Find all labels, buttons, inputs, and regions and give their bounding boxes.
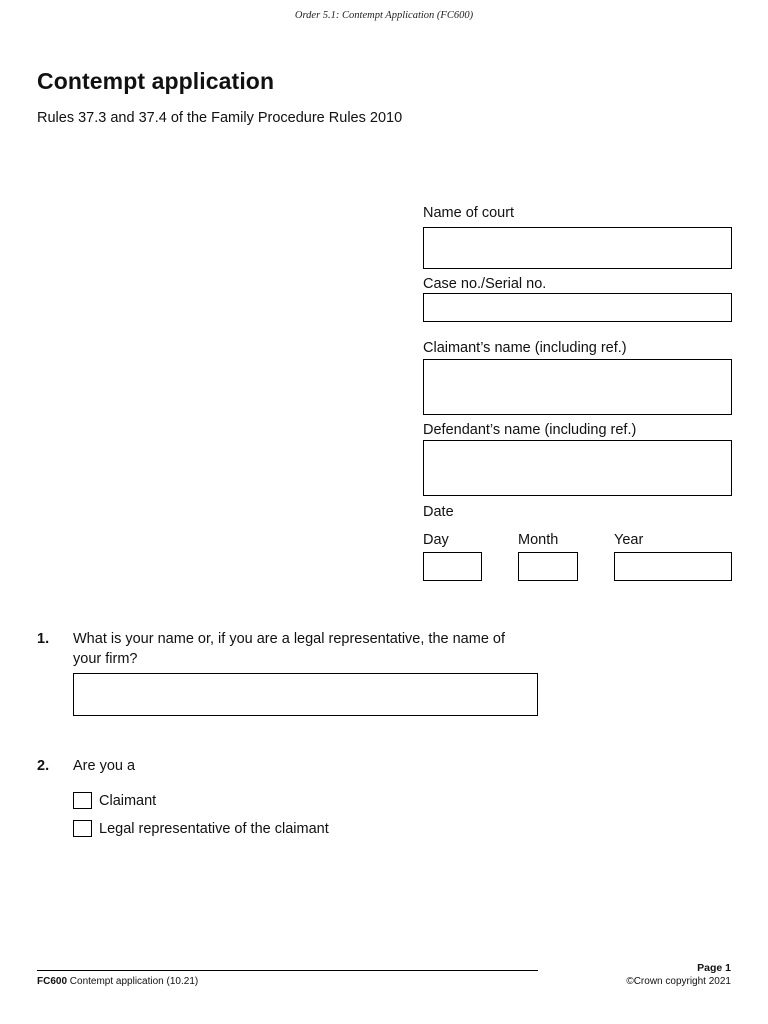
year-label: Year [614,532,644,548]
case-no-field[interactable] [423,293,732,322]
running-header: Order 5.1: Contempt Application (FC600) [294,10,474,21]
page-subtitle: Rules 37.3 and 37.4 of the Family Procedure Rules 2010 [37,110,403,126]
question-1-text [73,629,505,669]
claimant-option-label: Claimant [99,793,157,809]
footer-divider [37,970,538,971]
legal-representative-checkbox[interactable] [73,820,92,837]
defendant-name-label: Defendant’s name (including ref.) [423,422,637,438]
month-label: Month [518,532,559,548]
question-1-number: 1. [37,631,50,647]
claimant-name-field[interactable] [423,359,732,415]
page-title: Contempt application [37,68,275,94]
question-2-number: 2. [37,758,50,774]
defendant-name-field[interactable] [423,440,732,496]
question-1-line-2: your firm? [73,651,138,667]
applicant-name-field[interactable] [73,673,538,716]
footer-form-title: Contempt application (10.21) [69,976,199,987]
day-field[interactable] [423,552,482,581]
day-label: Day [423,532,449,548]
name-of-court-label: Name of court [423,205,515,221]
claimant-checkbox[interactable] [73,792,92,809]
year-field[interactable] [614,552,732,581]
name-of-court-field[interactable] [423,227,732,269]
case-no-label: Case no./Serial no. [423,276,547,292]
month-field[interactable] [518,552,578,581]
page-number: Page 1 [697,962,731,974]
question-1-line-1: What is your name or, if you are a legal representative, the name of [73,631,506,647]
date-label: Date [423,504,454,520]
claimant-name-label: Claimant’s name (including ref.) [423,340,627,356]
question-2-text: Are you a [73,758,136,774]
footer-form-code: FC600 [37,976,68,987]
legal-representative-option-label: Legal representative of the claimant [99,821,329,837]
footer-form-id [37,976,198,987]
copyright-notice: ©Crown copyright 2021 [626,976,731,987]
